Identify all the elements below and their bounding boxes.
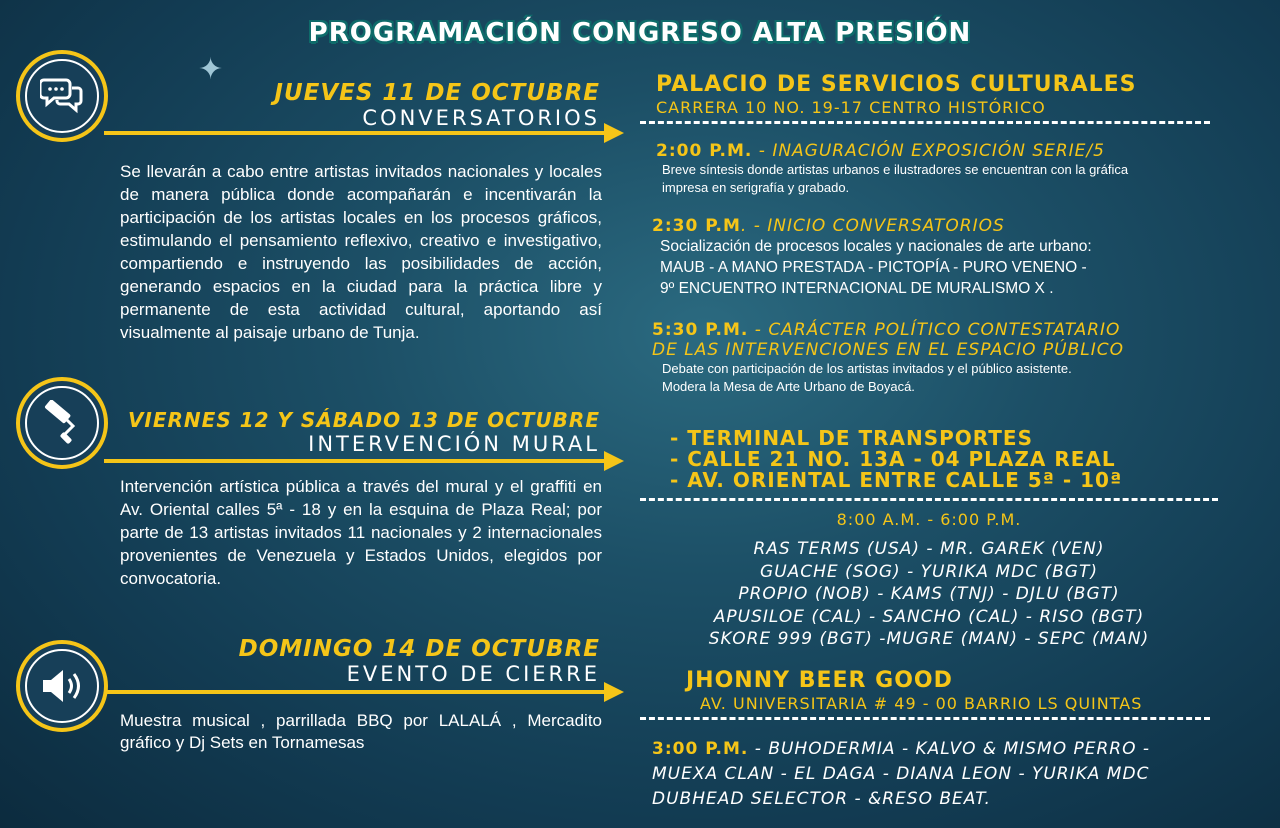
venue-jhonny-address: AV. UNIVERSITARIA # 49 - 00 BARRIO LS QUINTAS (700, 694, 1143, 713)
list-item: PROPIO (NOB) - KAMS (TNJ) - DJLU (BGT) (738, 584, 1120, 604)
event-title: - INAGURACIÓN EXPOSICIÓN SERIE/5 (752, 141, 1105, 161)
arrow-line-1 (104, 131, 606, 135)
day-thursday: JUEVES 11 DE OCTUBRE (274, 80, 600, 106)
closing-lineup (652, 737, 1262, 812)
event-time: 5:30 P.M. (652, 320, 749, 340)
event-title: - CARÁCTER POLÍTICO CONTESTATARIO (748, 320, 1121, 340)
event-description-2: Modera la Mesa de Arte Urbano de Boyacá. (662, 379, 915, 394)
page-title: PROGRAMACIÓN CONGRESO ALTA PRESIÓN (308, 18, 972, 48)
artist-list (640, 538, 1218, 651)
event-title: . - INICIO CONVERSATORIOS (740, 216, 1005, 236)
arrow-line-3 (104, 690, 606, 694)
mural-location-2: - CALLE 21 NO. 13A - 04 PLAZA REAL (670, 447, 1116, 471)
day-friday-saturday: VIERNES 12 Y SÁBADO 13 DE OCTUBRE (127, 408, 600, 432)
badge-cierre (16, 640, 108, 732)
event-description: Debate con participación de los artistas invitados y el público asistente. (662, 361, 1072, 376)
badge-conversatorios (16, 50, 108, 142)
description-conversatorios: Se llevarán a cabo entre artistas invitados nacionales y locales de manera pública donde acompañarán e incentivarán la participación de los artistas locales en los procesos gráficos, estimulando el pensamiento reflexivo, creativo e investigativo, compartiendo e instruyendo las posibilidades de acción, generando espacios en la ciudad para la práctica libre y permanente de esta actividad cultural, aportando así visualmente al paisaje urbano de Tunja. (120, 162, 602, 342)
sparkle-icon: ✦ (198, 53, 224, 86)
speech-bubbles-icon (40, 76, 84, 116)
subtitle-cierre: EVENTO DE CIERRE (346, 662, 600, 686)
event-inauguracion (656, 141, 1216, 197)
list-item: SKORE 999 (BGT) -MUGRE (MAN) - SEPC (MAN) (708, 629, 1150, 649)
paint-roller-icon (39, 400, 85, 446)
badge-mural (16, 377, 108, 469)
mural-location-1: - TERMINAL DE TRANSPORTES (670, 426, 1033, 450)
description-cierre: Muestra musical , parrillada BBQ por LALALÁ , Mercadito gráfico y Dj Sets en Tornamesas (120, 711, 602, 752)
mural-hours: 8:00 A.M. - 6:00 P.M. (836, 510, 1022, 529)
lineup-line-3: DUBHEAD SELECTOR - &RESO BEAT. (652, 789, 991, 809)
divider-jhonny (640, 717, 1210, 720)
day-sunday: DOMINGO 14 DE OCTUBRE (238, 636, 600, 662)
venue-palacio-address: CARRERA 10 NO. 19-17 CENTRO HISTÓRICO (656, 98, 1046, 117)
event-description: Breve síntesis donde artistas urbanos e ilustradores se encuentran con la gráfica impresa en serigrafía y grabado. (662, 162, 1129, 195)
arrow-head-3 (604, 682, 624, 702)
venue-jhonny-name: JHONNY BEER GOOD (686, 668, 953, 693)
list-item: GUACHE (SOG) - YURIKA MDC (BGT) (760, 561, 1098, 582)
event-debate (652, 320, 1222, 396)
event-time: 2:00 P.M. (656, 141, 753, 161)
list-item: APUSILOE (CAL) - SANCHO (CAL) - RISO (BGT) (713, 606, 1145, 627)
description-mural: Intervención artística pública a través del mural y el graffiti en Av. Oriental calles 5ª - 18 y en la esquina de Plaza Real; por parte de 13 artistas invitados 11 nacionales y 2 internacionales provenientes de Venezuela y Estados Unidos, elegidos por convocatoria. (120, 477, 602, 588)
divider-palacio (640, 121, 1210, 124)
arrow-head-2 (604, 451, 624, 471)
subtitle-mural: INTERVENCIÓN MURAL (308, 432, 600, 456)
mural-location-3: - AV. ORIENTAL ENTRE CALLE 5ª - 10ª (670, 468, 1123, 492)
lineup-line-1: - BUHODERMIA - KALVO & MISMO PERRO - (748, 739, 1151, 759)
arrow-head-1 (604, 123, 624, 143)
event-collectives: MAUB - A MANO PRESTADA - PICTOPÍA - PURO VENENO - (660, 259, 1087, 276)
divider-murals (640, 498, 1218, 501)
speaker-icon (39, 666, 85, 706)
event-time: 2:30 P.M (652, 216, 741, 236)
event-conversatorios (652, 216, 1212, 299)
list-item: RAS TERMS (USA) - MR. GAREK (VEN) (753, 539, 1105, 559)
event-collectives-2: 9º ENCUENTRO INTERNACIONAL DE MURALISMO X . (660, 280, 1054, 297)
arrow-line-2 (104, 459, 606, 463)
event-title-2: DE LAS INTERVENCIONES EN EL ESPACIO PÚBLICO (652, 340, 1125, 360)
event-description: Socialización de procesos locales y nacionales de arte urbano: (660, 238, 1092, 255)
subtitle-conversatorios: CONVERSATORIOS (362, 106, 600, 130)
event-time: 3:00 P.M. (652, 739, 749, 759)
lineup-line-2: MUEXA CLAN - EL DAGA - DIANA LEON - YURIKA MDC (652, 764, 1150, 784)
venue-palacio-name: PALACIO DE SERVICIOS CULTURALES (656, 72, 1137, 97)
